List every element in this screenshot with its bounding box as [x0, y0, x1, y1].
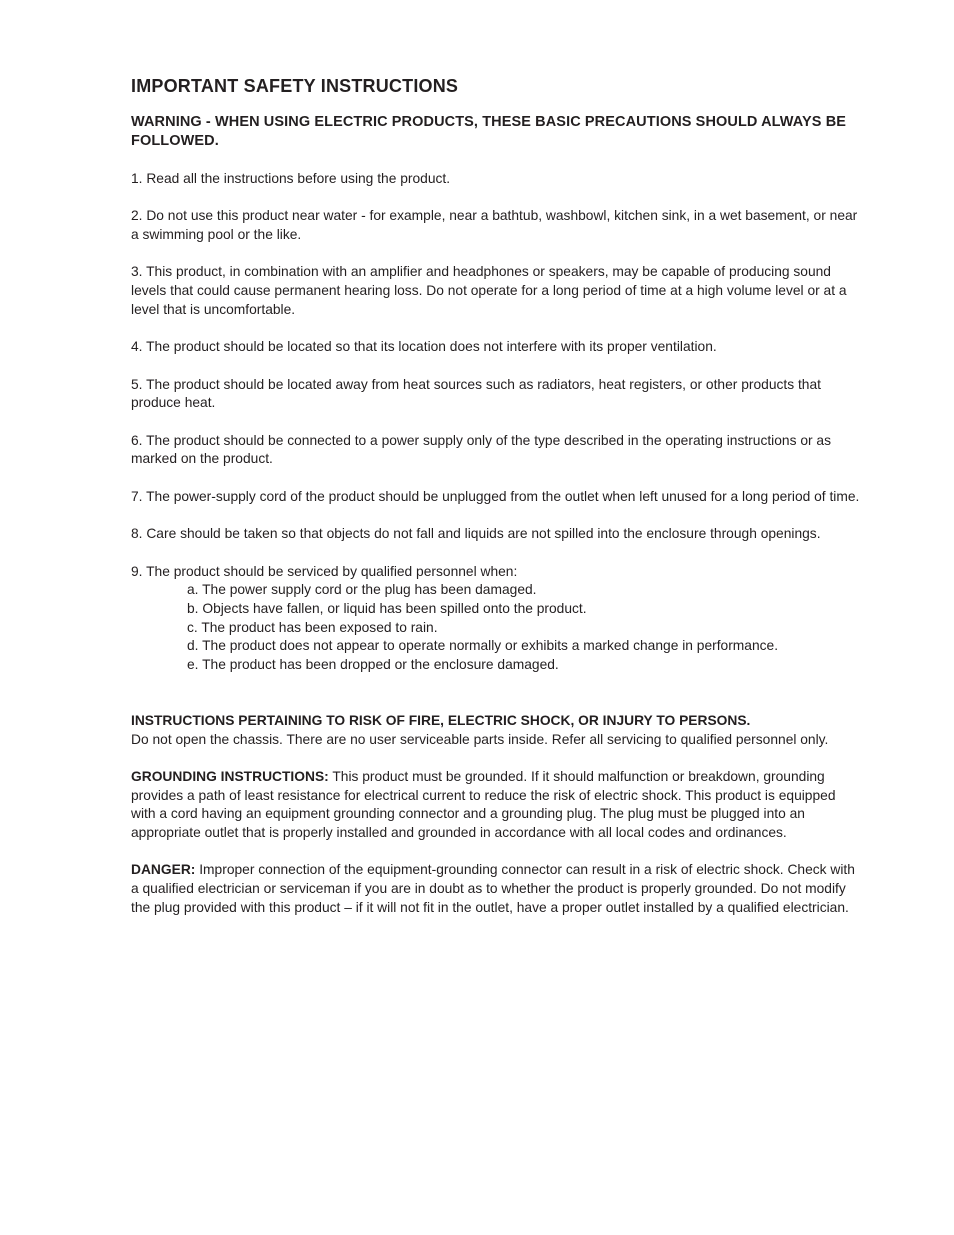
sublist-item-a: a. The power supply cord or the plug has been damaged. [187, 582, 537, 598]
section-spacer [131, 675, 861, 712]
instruction-item-1: 1. Read all the instructions before using the product. [131, 171, 451, 186]
danger-section [131, 861, 861, 917]
sublist-item-c: c. The product has been exposed to rain. [187, 619, 438, 635]
warning-heading: WARNING - WHEN USING ELECTRIC PRODUCTS, THESE BASIC PRECAUTIONS SHOULD ALWAYS BE FOLLOWED. [131, 114, 847, 149]
document-page [131, 75, 861, 936]
instruction-item-9-sublist [131, 581, 861, 675]
sublist-item-b: b. Objects have fallen, or liquid has been spilled onto the product. [187, 601, 587, 617]
instruction-item-6: 6. The product should be connected to a power supply only of the type described in the operating instructions or as marked on the product. [131, 432, 831, 467]
grounding-label: GROUNDING INSTRUCTIONS: [131, 768, 329, 784]
instruction-item-3: 3. This product, in combination with an amplifier and headphones or speakers, may be capable of producing sound levels that could cause permanent hearing loss. Do not operate for a long period of time at a high volume level or at a level that is uncomfortable. [131, 264, 847, 317]
instruction-item-5: 5. The product should be located away from heat sources such as radiators, heat registers, or other products that produce heat. [131, 376, 821, 411]
grounding-text: This product must be grounded. If it should malfunction or breakdown, grounding provides a path of least resistance for electrical current to reduce the risk of electric shock. This product is equipped with a cord having an equipment grounding connector and a grounding plug. The plug must be plugged into an appropriate outlet that is properly installed and grounded in accordance with all local codes and ordinances. [131, 768, 836, 841]
risk-heading: INSTRUCTIONS PERTAINING TO RISK OF FIRE, ELECTRIC SHOCK, OR INJURY TO PERSONS. [131, 712, 751, 728]
instruction-item-7: 7. The power-supply cord of the product should be unplugged from the outlet when left unused for a long period of time. [131, 488, 860, 504]
instruction-item-2: 2. Do not use this product near water - for example, near a bathtub, washbowl, kitchen sink, in a wet basement, or near a swimming pool or the like. [131, 208, 858, 243]
danger-label: DANGER: [131, 862, 196, 878]
instruction-item-8: 8. Care should be taken so that objects do not fall and liquids are not spilled into the enclosure through openings. [131, 526, 821, 542]
grounding-section [131, 768, 861, 843]
risk-text: Do not open the chassis. There are no user serviceable parts inside. Refer all servicing to qualified personnel only. [131, 731, 829, 747]
page-title: IMPORTANT SAFETY INSTRUCTIONS [131, 76, 459, 96]
instruction-item-4: 4. The product should be located so that its location does not interfere with its proper ventilation. [131, 339, 717, 355]
instruction-item-9: 9. The product should be serviced by qualified personnel when: [131, 563, 518, 579]
risk-section [131, 712, 861, 749]
sublist-item-e: e. The product has been dropped or the enclosure damaged. [187, 657, 559, 673]
danger-text: Improper connection of the equipment-grounding connector can result in a risk of electric shock. Check with a qualified electrician or serviceman if you are in doubt as to whether the product is properly grounded. Do not modify the plug provided with this product – if it will not fit in the outlet, have a proper outlet installed by a qualified electrician. [131, 862, 855, 915]
sublist-item-d: d. The product does not appear to operate normally or exhibits a marked change in performance. [187, 638, 779, 654]
